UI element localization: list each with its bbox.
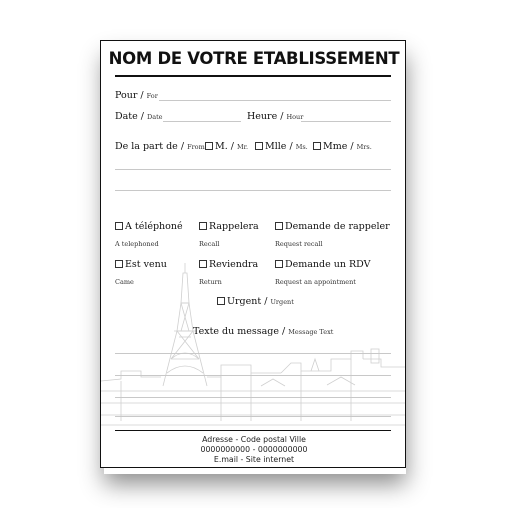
mr-checkbox[interactable]: [205, 142, 213, 150]
will-call-option[interactable]: [199, 221, 259, 232]
footer-phones: 0000000000 - 0000000000: [200, 445, 308, 454]
title-rule: [115, 75, 391, 77]
will-return-checkbox[interactable]: [199, 260, 207, 268]
footer-contact: E.mail - Site internet: [213, 455, 295, 464]
mlle-checkbox[interactable]: [255, 142, 263, 150]
will-call-checkbox[interactable]: [199, 222, 207, 230]
for-label: [115, 90, 158, 101]
came-label: Est venu: [125, 259, 167, 270]
eiffel-tower-skyline-illustration: [101, 41, 406, 468]
mr-label-fr: M. /: [215, 141, 234, 152]
message-label-en: Message Text: [288, 328, 334, 336]
urgent-label-en: Urgent: [270, 298, 294, 306]
urgent-label-fr: Urgent /: [227, 296, 268, 307]
mme-label-fr: Mme /: [323, 141, 354, 152]
will-return-label: Reviendra: [209, 259, 259, 270]
mr-option[interactable]: [205, 141, 248, 152]
message-line-4[interactable]: [115, 416, 391, 417]
urgent-checkbox[interactable]: [217, 297, 225, 305]
message-label-fr: Texte du message /: [193, 326, 286, 337]
mr-label-en: Mr.: [237, 143, 249, 151]
telephoned-checkbox[interactable]: [115, 222, 123, 230]
will-return-option[interactable]: [199, 259, 258, 270]
mlle-option[interactable]: [255, 141, 308, 152]
appointment-label: Demande un RDV: [285, 259, 371, 270]
call-back-option[interactable]: [275, 221, 390, 232]
will-return-label-en: Return: [199, 278, 222, 286]
mlle-label-en: Ms.: [295, 143, 308, 151]
telephoned-label-en: A telephoned: [115, 240, 159, 248]
date-label-fr: Date /: [115, 111, 144, 122]
hour-line[interactable]: [301, 121, 391, 122]
date-label-en: Date: [146, 113, 163, 121]
appointment-option[interactable]: [275, 259, 370, 270]
message-pad: [100, 40, 406, 468]
appointment-checkbox[interactable]: [275, 260, 283, 268]
mme-option[interactable]: [313, 141, 372, 152]
footer-rule: [115, 430, 391, 431]
hour-label: [247, 111, 303, 122]
call-back-label-en: Request recall: [275, 240, 323, 248]
from-label-fr: De la part de /: [115, 141, 185, 152]
will-call-label: Rappelera: [209, 221, 259, 232]
call-back-label: Demande de rappeler: [285, 221, 390, 232]
for-label-en: For: [146, 92, 158, 100]
message-line-1[interactable]: [115, 353, 391, 354]
from-line-2[interactable]: [115, 190, 391, 191]
date-line[interactable]: [163, 121, 241, 122]
for-label-fr: Pour /: [115, 90, 144, 101]
establishment-name: NOM DE VOTRE ETABLISSEMENT: [108, 49, 400, 68]
from-label: [115, 141, 205, 152]
came-option[interactable]: [115, 259, 167, 270]
message-label: [193, 326, 333, 337]
hour-label-en: Hour: [286, 113, 304, 121]
telephoned-label: A téléphoné: [125, 221, 183, 232]
message-line-3[interactable]: [115, 397, 391, 398]
call-back-checkbox[interactable]: [275, 222, 283, 230]
date-label: [115, 111, 163, 122]
from-line-1[interactable]: [115, 169, 391, 170]
urgent-option[interactable]: [217, 296, 294, 307]
mme-checkbox[interactable]: [313, 142, 321, 150]
came-checkbox[interactable]: [115, 260, 123, 268]
came-label-en: Came: [115, 278, 134, 286]
from-label-en: From: [187, 143, 205, 151]
message-line-2[interactable]: [115, 375, 391, 376]
mlle-label-fr: Mlle /: [265, 141, 293, 152]
footer-address: Adresse - Code postal Ville: [202, 435, 306, 444]
will-call-label-en: Recall: [199, 240, 220, 248]
telephoned-option[interactable]: [115, 221, 183, 232]
hour-label-fr: Heure /: [247, 111, 284, 122]
mme-label-en: Mrs.: [356, 143, 372, 151]
for-line[interactable]: [159, 100, 391, 101]
appointment-label-en: Request an appointment: [275, 278, 356, 286]
